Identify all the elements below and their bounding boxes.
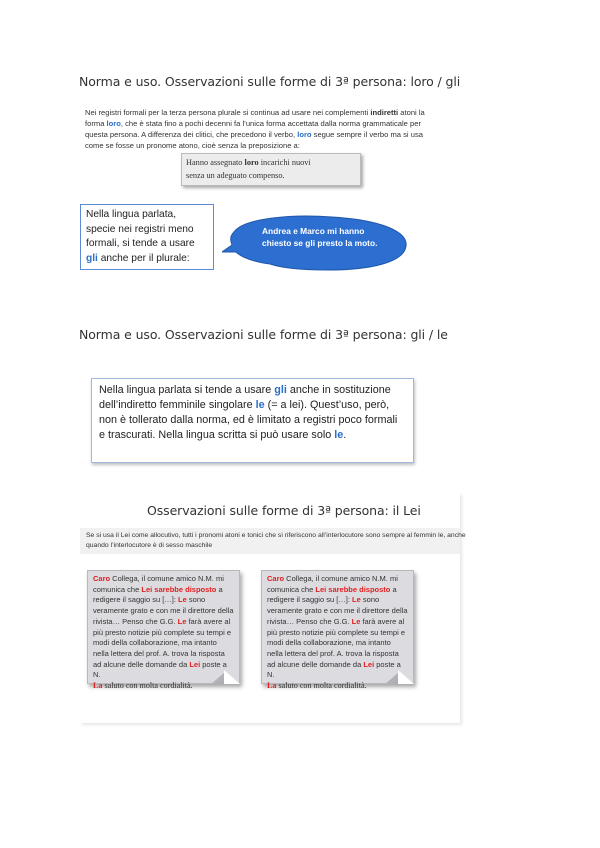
letter-lei-disposto: Lei sarebbe disposto [141, 584, 217, 594]
letter-text: sono veramente grato e con me il direttore della rivista… Penso che G.G. [93, 595, 234, 626]
letter-example-left [87, 570, 240, 691]
para-highlight-loro: loro [297, 130, 312, 139]
letter-text: a redigere il saggio su […]: [93, 584, 223, 605]
para-text: atoni la forma [85, 108, 425, 128]
box-text: anche per il plurale: [97, 252, 190, 264]
section1-title: Norma e uso. Osservazioni sulle forme di 3ª persona: loro / gli [79, 74, 461, 89]
example-quote-box [181, 153, 361, 186]
quote-text: Hanno assegnato [186, 158, 245, 167]
letter-le: Le [352, 595, 361, 605]
letter-la: La [93, 681, 103, 691]
section1-paragraph [85, 107, 430, 151]
letter-le: Le [178, 595, 187, 605]
page-curl-shadow [385, 672, 399, 684]
box-highlight-gli: gli [86, 252, 98, 264]
para-text: , che è stata fino a pochi decenni fa l’unica forma accettata dalla norma grammaticale per questa persona. A differenza dei clitici, che precedono il verbo, [85, 119, 421, 139]
page-curl-shadow [211, 672, 225, 684]
letter-text: Collega, il comune amico N.M. mi comunica che [93, 574, 224, 594]
letter-example-right [261, 570, 414, 691]
letter-le: Le [351, 616, 361, 626]
letter-text: poste a N. [267, 659, 401, 680]
letter-text: saluto con molta cordialità. [102, 681, 193, 691]
letter-le: Le [177, 616, 187, 626]
section3-title: Osservazioni sulle forme di 3ª persona: il Lei [147, 503, 421, 518]
letter-lei: Lei [189, 659, 201, 669]
letter-text: Collega, il comune amico N.M. mi comunica che [267, 574, 398, 594]
section2-title: Norma e uso. Osservazioni sulle forme di 3ª persona: gli / le [79, 327, 448, 342]
letter-la: La [267, 681, 277, 691]
letter-text: a redigere il saggio su […]: [267, 584, 397, 605]
letter-text: farà avere al più presto notizie più complete su tempi e modi della collaborazione, ma intanto nella lettera del prof. A. trova la risposta ad alcune delle domande da [93, 616, 231, 669]
letter-text: sono veramente grato e con me il direttore della rivista… Penso che G.G. [267, 595, 408, 626]
box-text: (= a lei). Quest’uso, però, non è tollerato dalla norma, ed è limitato a registri poco formali e trascurati. Nella lingua scritta si può usare solo [99, 399, 398, 441]
letter-text: poste a N. [93, 659, 227, 680]
letter-caro: Caro [93, 574, 111, 583]
quote-text: incarichi nuovi [258, 158, 311, 167]
box-text: . [343, 429, 347, 441]
quote-bold-loro: loro [244, 158, 259, 167]
box-text: Nella lingua parlata si tende a usare [99, 384, 275, 396]
box-highlight-le: le [255, 399, 265, 411]
para-text: Nei registri formali per la terza persona plurale si continua ad usare nei complementi [85, 108, 371, 117]
para-text: segue sempre il verbo ma si usa come se fosse un pronome atono, cioè senza la preposizione a: [85, 130, 423, 150]
page-curl [224, 670, 240, 684]
box-highlight-gli: gli [274, 384, 287, 396]
letter-text: farà avere al più presto notizie più complete su tempi e modi della collaborazione, ma intanto nella lettera del prof. A. trova la risposta ad alcune delle domande da [267, 616, 405, 669]
letter-lei: Lei [363, 659, 375, 669]
box-text: anche in sostituzione dell’indiretto femminile singolare [99, 384, 391, 411]
para-bold-indiretti: indiretti [370, 108, 399, 117]
box-highlight-le: le [334, 429, 344, 441]
para-highlight-loro: loro [106, 119, 121, 128]
box-text: Nella lingua parlata, specie nei registri meno formali, si tende a usare [86, 209, 195, 249]
quote-text: senza un adeguato compenso. [186, 171, 285, 180]
gli-le-box [91, 378, 414, 463]
spoken-language-box [80, 204, 214, 270]
letter-caro: Caro [267, 574, 285, 583]
letter-lei-disposto: Lei sarebbe disposto [315, 584, 391, 594]
page-curl [398, 670, 414, 684]
bubble-text: Andrea e Marco mi hanno chiesto se gli presto la moto. [262, 226, 378, 248]
section3-intro: Se si usa il Lei come allocutivo, tutti i pronomi atoni e tonici che si riferiscono all’interlocutore sono sempre al femmin le, anche quando l’interlocutore è di sesso maschile [86, 532, 466, 549]
letter-text: saluto con molta cordialità. [276, 681, 367, 691]
